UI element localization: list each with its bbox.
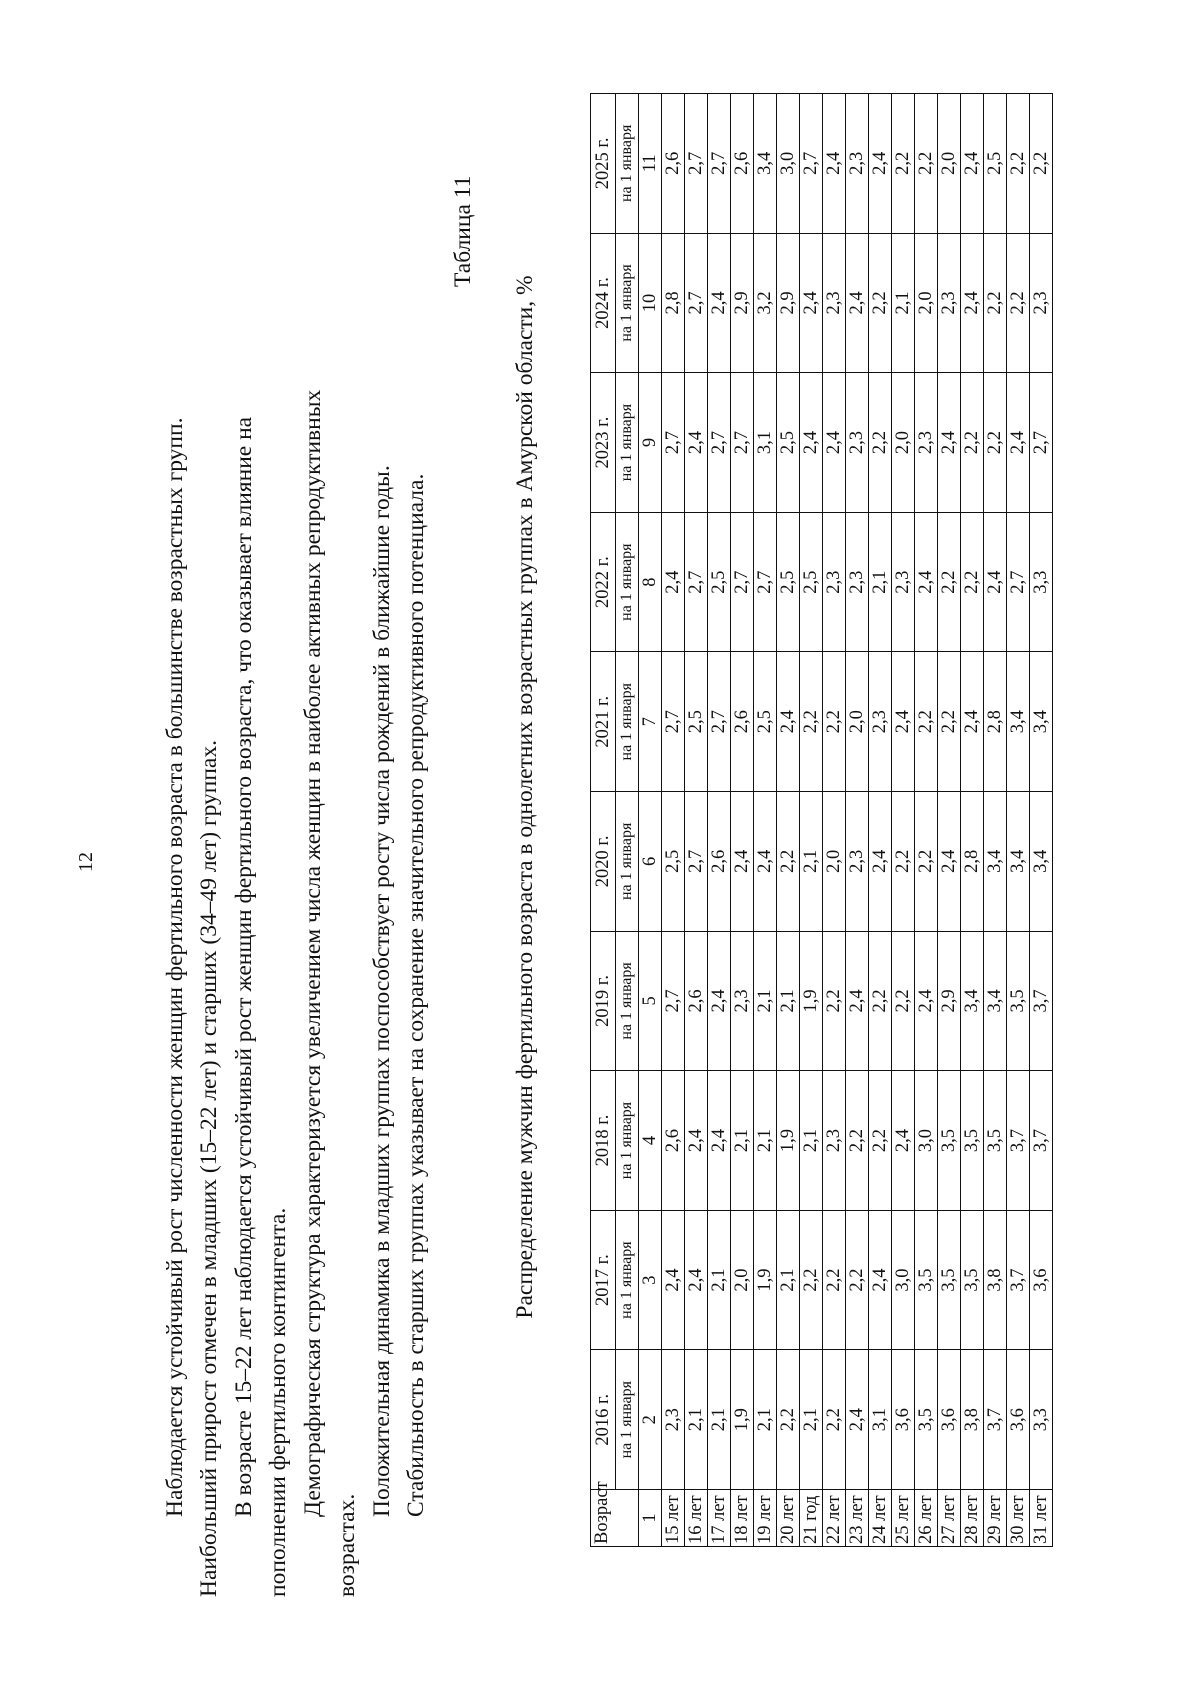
- value-cell: 2,2: [846, 1071, 869, 1211]
- value-cell: 2,6: [731, 94, 754, 234]
- value-cell: 2,3: [731, 931, 754, 1071]
- value-cell: 2,3: [1030, 233, 1053, 373]
- date-subheader: на 1 января: [616, 512, 639, 652]
- column-number-row: [639, 94, 662, 1547]
- value-cell: 2,2: [823, 652, 846, 792]
- value-cell: 2,4: [823, 94, 846, 234]
- value-cell: 2,2: [869, 233, 892, 373]
- page-number: 12: [75, 852, 97, 872]
- table-title: Распределение мужчин фертильного возраста в однолетних возрастных группах в Амурской области, %: [512, 275, 538, 1319]
- value-cell: 2,2: [915, 652, 938, 792]
- value-cell: 2,2: [777, 792, 800, 932]
- age-cell: 25 лет: [892, 1490, 915, 1547]
- value-cell: 2,7: [731, 512, 754, 652]
- value-cell: 3,0: [777, 94, 800, 234]
- value-cell: 2,3: [846, 94, 869, 234]
- value-cell: 2,2: [915, 94, 938, 234]
- value-cell: 2,0: [915, 233, 938, 373]
- value-cell: 2,2: [823, 1350, 846, 1490]
- value-cell: 2,8: [984, 652, 1007, 792]
- paragraph-line: возрастах.: [334, 1493, 360, 1597]
- paragraph-line: Наибольший прирост отмечен в младших (15–22 лет) и старших (34–49 лет) группах.: [196, 740, 222, 1597]
- value-cell: 2,0: [731, 1210, 754, 1350]
- value-cell: 2,7: [685, 94, 708, 234]
- value-cell: 2,2: [892, 792, 915, 932]
- value-cell: 2,1: [708, 1210, 731, 1350]
- value-cell: 3,7: [984, 1350, 1007, 1490]
- value-cell: 2,2: [823, 931, 846, 1071]
- value-cell: 2,1: [800, 1350, 823, 1490]
- value-cell: 3,7: [1007, 1210, 1030, 1350]
- value-cell: 3,5: [938, 1071, 961, 1211]
- value-cell: 2,4: [662, 512, 685, 652]
- value-cell: 2,1: [685, 1350, 708, 1490]
- value-cell: 2,2: [869, 1071, 892, 1211]
- value-cell: 2,2: [938, 512, 961, 652]
- value-cell: 2,2: [800, 1210, 823, 1350]
- value-cell: 2,4: [662, 1210, 685, 1350]
- value-cell: 2,4: [961, 94, 984, 234]
- value-cell: 2,2: [984, 373, 1007, 513]
- date-subheader: на 1 января: [616, 233, 639, 373]
- value-cell: 2,5: [754, 652, 777, 792]
- value-cell: 2,4: [800, 233, 823, 373]
- table-row: [685, 94, 708, 1547]
- value-cell: 2,5: [685, 652, 708, 792]
- value-cell: 2,9: [777, 233, 800, 373]
- column-number: 4: [639, 1071, 662, 1211]
- age-cell: 28 лет: [961, 1490, 984, 1547]
- value-cell: 2,7: [800, 94, 823, 234]
- value-cell: 3,0: [892, 1210, 915, 1350]
- value-cell: 3,7: [1030, 931, 1053, 1071]
- age-cell: 16 лет: [685, 1490, 708, 1547]
- value-cell: 2,4: [777, 652, 800, 792]
- value-cell: 2,4: [869, 1210, 892, 1350]
- year-column-header: 2024 г.: [591, 233, 616, 373]
- value-cell: 2,8: [961, 792, 984, 932]
- value-cell: 2,4: [984, 512, 1007, 652]
- value-cell: 2,2: [777, 1350, 800, 1490]
- table-row: [915, 94, 938, 1547]
- column-number: 8: [639, 512, 662, 652]
- value-cell: 2,1: [892, 233, 915, 373]
- age-column-header: Возраст: [591, 1490, 639, 1547]
- value-cell: 3,1: [754, 373, 777, 513]
- value-cell: 2,3: [846, 373, 869, 513]
- date-subheader: на 1 января: [616, 1210, 639, 1350]
- paragraph-dynamics: [365, 137, 433, 1597]
- paragraph-structure: [296, 137, 364, 1597]
- header-row-years: [591, 94, 616, 1547]
- year-column-header: 2025 г.: [591, 94, 616, 234]
- table-row: [961, 94, 984, 1547]
- value-cell: 2,4: [708, 931, 731, 1071]
- age-cell: 15 лет: [662, 1490, 685, 1547]
- value-cell: 2,1: [777, 931, 800, 1071]
- value-cell: 2,1: [800, 1071, 823, 1211]
- age-cell: 23 лет: [846, 1490, 869, 1547]
- value-cell: 2,2: [1007, 94, 1030, 234]
- year-column-header: 2023 г.: [591, 373, 616, 513]
- value-cell: 2,4: [892, 652, 915, 792]
- year-column-header: 2021 г.: [591, 652, 616, 792]
- value-cell: 2,7: [1007, 512, 1030, 652]
- table-row: [1007, 94, 1030, 1547]
- value-cell: 2,7: [708, 373, 731, 513]
- value-cell: 2,7: [708, 652, 731, 792]
- value-cell: 2,3: [869, 652, 892, 792]
- value-cell: 2,4: [846, 931, 869, 1071]
- value-cell: 3,5: [961, 1210, 984, 1350]
- value-cell: 2,7: [685, 792, 708, 932]
- date-subheader: на 1 января: [616, 792, 639, 932]
- value-cell: 2,2: [961, 373, 984, 513]
- value-cell: 3,4: [1007, 792, 1030, 932]
- value-cell: 2,7: [685, 233, 708, 373]
- value-cell: 2,3: [823, 1071, 846, 1211]
- value-cell: 2,1: [869, 512, 892, 652]
- paragraph-age-15-22: [227, 137, 295, 1597]
- value-cell: 2,4: [869, 94, 892, 234]
- value-cell: 3,4: [1030, 792, 1053, 932]
- value-cell: 2,2: [961, 512, 984, 652]
- value-cell: 2,3: [662, 1350, 685, 1490]
- value-cell: 2,4: [915, 931, 938, 1071]
- value-cell: 2,9: [731, 233, 754, 373]
- value-cell: 2,1: [754, 1350, 777, 1490]
- age-cell: 18 лет: [731, 1490, 754, 1547]
- value-cell: 2,2: [869, 373, 892, 513]
- table-row: [754, 94, 777, 1547]
- age-cell: 21 год: [800, 1490, 823, 1547]
- table-row: [708, 94, 731, 1547]
- value-cell: 1,9: [731, 1350, 754, 1490]
- paragraph-line: пополнении фертильного контингента.: [265, 1207, 291, 1597]
- value-cell: 2,4: [869, 792, 892, 932]
- value-cell: 2,4: [708, 233, 731, 373]
- value-cell: 2,4: [846, 233, 869, 373]
- value-cell: 2,7: [685, 512, 708, 652]
- value-cell: 2,4: [961, 652, 984, 792]
- value-cell: 3,6: [1030, 1210, 1053, 1350]
- value-cell: 2,2: [1030, 94, 1053, 234]
- date-subheader: на 1 января: [616, 1350, 639, 1490]
- age-cell: 22 лет: [823, 1490, 846, 1547]
- value-cell: 2,2: [938, 652, 961, 792]
- value-cell: 2,2: [915, 792, 938, 932]
- value-cell: 2,0: [823, 792, 846, 932]
- value-cell: 2,3: [915, 373, 938, 513]
- value-cell: 2,4: [731, 792, 754, 932]
- value-cell: 3,3: [1030, 512, 1053, 652]
- column-number: 2: [639, 1350, 662, 1490]
- value-cell: 2,1: [777, 1210, 800, 1350]
- value-cell: 2,6: [662, 1071, 685, 1211]
- table-row: [938, 94, 961, 1547]
- value-cell: 2,4: [685, 1210, 708, 1350]
- column-number: 7: [639, 652, 662, 792]
- value-cell: 2,2: [1007, 233, 1030, 373]
- value-cell: 3,8: [961, 1350, 984, 1490]
- value-cell: 2,5: [777, 512, 800, 652]
- table-row: [892, 94, 915, 1547]
- value-cell: 2,2: [984, 233, 1007, 373]
- age-cell: 19 лет: [754, 1490, 777, 1547]
- value-cell: 1,9: [800, 931, 823, 1071]
- value-cell: 2,3: [938, 233, 961, 373]
- value-cell: 2,2: [823, 1210, 846, 1350]
- value-cell: 3,5: [984, 1071, 1007, 1211]
- value-cell: 3,8: [984, 1210, 1007, 1350]
- table-row: [1030, 94, 1053, 1547]
- column-number: 1: [639, 1490, 662, 1547]
- age-cell: 20 лет: [777, 1490, 800, 1547]
- value-cell: 2,4: [915, 512, 938, 652]
- value-cell: 2,0: [938, 94, 961, 234]
- value-cell: 2,6: [662, 94, 685, 234]
- value-cell: 2,6: [708, 792, 731, 932]
- age-cell: 26 лет: [915, 1490, 938, 1547]
- value-cell: 2,5: [984, 94, 1007, 234]
- value-cell: 3,6: [1007, 1350, 1030, 1490]
- column-number: 6: [639, 792, 662, 932]
- value-cell: 2,3: [892, 512, 915, 652]
- value-cell: 2,4: [685, 1071, 708, 1211]
- year-column-header: 2018 г.: [591, 1071, 616, 1211]
- value-cell: 2,6: [685, 931, 708, 1071]
- paragraph-line: Наблюдается устойчивый рост численности женщин фертильного возраста в большинстве возрастных групп.: [162, 417, 188, 1517]
- value-cell: 2,2: [892, 94, 915, 234]
- column-number: 5: [639, 931, 662, 1071]
- age-cell: 27 лет: [938, 1490, 961, 1547]
- value-cell: 2,6: [731, 652, 754, 792]
- table-row: [662, 94, 685, 1547]
- value-cell: 2,4: [892, 1071, 915, 1211]
- table-row: [869, 94, 892, 1547]
- value-cell: 3,6: [892, 1350, 915, 1490]
- date-subheader: на 1 января: [616, 1071, 639, 1211]
- value-cell: 2,4: [823, 373, 846, 513]
- value-cell: 3,4: [1030, 652, 1053, 792]
- value-cell: 2,7: [662, 373, 685, 513]
- value-cell: 1,9: [777, 1071, 800, 1211]
- value-cell: 2,4: [708, 1071, 731, 1211]
- value-cell: 2,2: [846, 1210, 869, 1350]
- age-cell: 24 лет: [869, 1490, 892, 1547]
- value-cell: 2,5: [708, 512, 731, 652]
- value-cell: 2,1: [708, 1350, 731, 1490]
- table-row: [800, 94, 823, 1547]
- date-subheader: на 1 января: [616, 931, 639, 1071]
- column-number: 11: [639, 94, 662, 234]
- year-column-header: 2016 г.: [591, 1350, 616, 1490]
- value-cell: 2,4: [800, 373, 823, 513]
- paragraph-growth: [158, 137, 226, 1597]
- value-cell: 3,5: [915, 1350, 938, 1490]
- value-cell: 2,2: [869, 931, 892, 1071]
- age-cell: 31 лет: [1030, 1490, 1053, 1547]
- value-cell: 1,9: [754, 1210, 777, 1350]
- table-row: [984, 94, 1007, 1547]
- value-cell: 2,7: [708, 94, 731, 234]
- value-cell: 2,4: [685, 373, 708, 513]
- table-row: [777, 94, 800, 1547]
- value-cell: 2,9: [938, 931, 961, 1071]
- value-cell: 2,3: [846, 792, 869, 932]
- value-cell: 2,8: [662, 233, 685, 373]
- paragraph-line: Стабильность в старших группах указывает на сохранение значительного репродуктивного потенциала.: [403, 473, 429, 1517]
- value-cell: 3,4: [984, 792, 1007, 932]
- value-cell: 2,1: [754, 931, 777, 1071]
- column-number: 9: [639, 373, 662, 513]
- date-subheader: на 1 января: [616, 373, 639, 513]
- value-cell: 2,0: [892, 373, 915, 513]
- age-cell: 17 лет: [708, 1490, 731, 1547]
- value-cell: 2,5: [777, 373, 800, 513]
- value-cell: 2,4: [1007, 373, 1030, 513]
- value-cell: 2,4: [846, 1350, 869, 1490]
- age-cell: 30 лет: [1007, 1490, 1030, 1547]
- paragraph-line: Демографическая структура характеризуется увеличением числа женщин в наиболее активных репродуктивных: [300, 389, 326, 1517]
- value-cell: 2,0: [846, 652, 869, 792]
- value-cell: 2,5: [800, 512, 823, 652]
- year-column-header: 2019 г.: [591, 931, 616, 1071]
- value-cell: 3,5: [961, 1071, 984, 1211]
- header-row-subheader: [616, 94, 639, 1547]
- value-cell: 2,4: [754, 792, 777, 932]
- value-cell: 3,4: [754, 94, 777, 234]
- value-cell: 2,4: [961, 233, 984, 373]
- table-row: [823, 94, 846, 1547]
- value-cell: 3,6: [938, 1350, 961, 1490]
- value-cell: 3,7: [1007, 1071, 1030, 1211]
- value-cell: 2,3: [846, 512, 869, 652]
- data-table: [590, 93, 1053, 1547]
- date-subheader: на 1 января: [616, 652, 639, 792]
- value-cell: 2,7: [662, 652, 685, 792]
- table-row: [731, 94, 754, 1547]
- value-cell: 3,4: [1007, 652, 1030, 792]
- value-cell: 3,2: [754, 233, 777, 373]
- table-number: Таблица 11: [450, 175, 476, 287]
- date-subheader: на 1 января: [616, 94, 639, 234]
- value-cell: 2,7: [754, 512, 777, 652]
- value-cell: 3,4: [961, 931, 984, 1071]
- column-number: 10: [639, 233, 662, 373]
- value-cell: 2,1: [800, 792, 823, 932]
- age-cell: 29 лет: [984, 1490, 1007, 1547]
- paragraph-line: В возрасте 15–22 лет наблюдается устойчивый рост женщин фертильного возраста, что оказывает влияние на: [231, 416, 257, 1517]
- value-cell: 3,5: [915, 1210, 938, 1350]
- value-cell: 2,3: [823, 512, 846, 652]
- value-cell: 2,7: [1030, 373, 1053, 513]
- year-column-header: 2020 г.: [591, 792, 616, 932]
- value-cell: 2,2: [892, 931, 915, 1071]
- value-cell: 2,3: [823, 233, 846, 373]
- value-cell: 2,1: [754, 1071, 777, 1211]
- value-cell: 3,4: [984, 931, 1007, 1071]
- value-cell: 2,7: [662, 931, 685, 1071]
- value-cell: 3,1: [869, 1350, 892, 1490]
- year-column-header: 2022 г.: [591, 512, 616, 652]
- value-cell: 3,7: [1030, 1071, 1053, 1211]
- value-cell: 3,5: [938, 1210, 961, 1350]
- value-cell: 2,2: [800, 652, 823, 792]
- value-cell: 3,3: [1030, 1350, 1053, 1490]
- value-cell: 2,4: [938, 373, 961, 513]
- year-column-header: 2017 г.: [591, 1210, 616, 1350]
- column-number: 3: [639, 1210, 662, 1350]
- table-row: [846, 94, 869, 1547]
- value-cell: 2,4: [938, 792, 961, 932]
- value-cell: 2,1: [731, 1071, 754, 1211]
- value-cell: 2,5: [662, 792, 685, 932]
- value-cell: 2,7: [731, 373, 754, 513]
- paragraph-line: Положительная динамика в младших группах поспособствует росту числа рождений в ближайшие годы.: [369, 465, 395, 1517]
- value-cell: 3,0: [915, 1071, 938, 1211]
- value-cell: 3,5: [1007, 931, 1030, 1071]
